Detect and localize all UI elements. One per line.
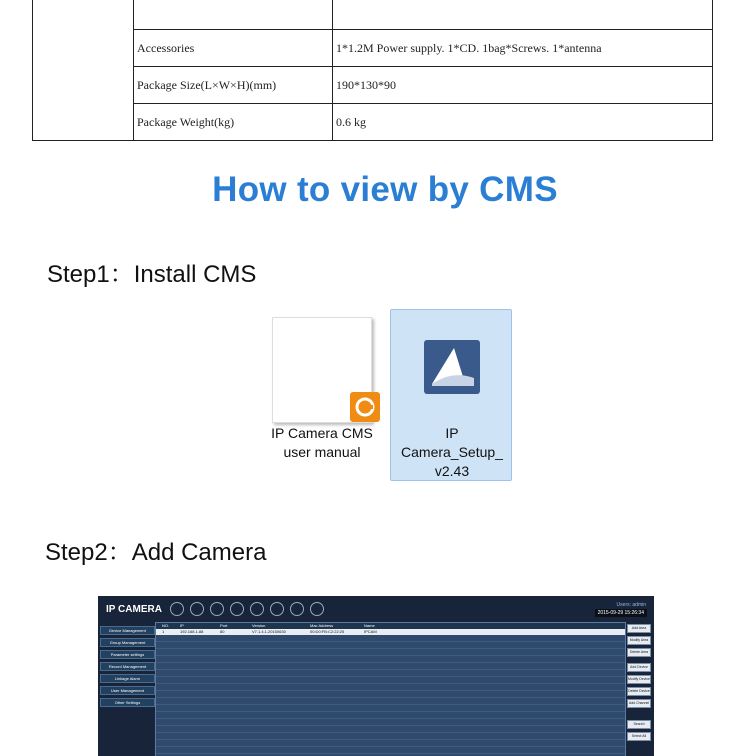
file-label-line: user manual bbox=[283, 444, 361, 460]
spec-label: Package Size(L×W×H)(mm) bbox=[134, 67, 333, 104]
file-label-line: IP Camera CMS bbox=[271, 425, 373, 441]
cms-screenshot bbox=[98, 596, 654, 756]
toolbar-icon[interactable] bbox=[210, 602, 224, 616]
column-header: NO. bbox=[162, 623, 170, 628]
spec-table bbox=[32, 0, 713, 141]
file-label-line: Camera_Setup_ bbox=[401, 444, 503, 460]
table-empty-rows bbox=[156, 635, 625, 756]
column-header: Mac Address bbox=[310, 623, 334, 628]
cms-side-menu bbox=[100, 624, 155, 710]
table-cell: 00:D0:FB:C2:22:25 bbox=[310, 629, 345, 634]
cms-action-buttons bbox=[627, 624, 651, 744]
spec-value: 1*1.2M Power supply. 1*CD. 1bag*Screws. 1*antenna bbox=[333, 30, 713, 67]
file-label bbox=[262, 424, 382, 462]
cms-setup-file[interactable] bbox=[390, 309, 512, 481]
menu-item[interactable]: Parameter settings bbox=[100, 650, 155, 659]
select-all-button[interactable]: Select All bbox=[627, 732, 651, 741]
menu-item[interactable]: Device Management bbox=[100, 626, 155, 635]
spec-value: 190*130*90 bbox=[333, 67, 713, 104]
spec-label bbox=[134, 0, 333, 30]
section-title: How to view by CMS bbox=[212, 170, 558, 209]
column-header: IP bbox=[180, 623, 184, 628]
toolbar-icon[interactable] bbox=[270, 602, 284, 616]
toolbar-icon[interactable] bbox=[170, 602, 184, 616]
spec-value bbox=[333, 0, 713, 30]
menu-item[interactable]: Group Management bbox=[100, 638, 155, 647]
menu-item[interactable]: User Management bbox=[100, 686, 155, 695]
spec-label: Accessories bbox=[134, 30, 333, 67]
search-button[interactable]: Search bbox=[627, 720, 651, 729]
table-cell: V7.1.4.1.20150630 bbox=[252, 629, 286, 634]
step1-heading: Step1：Install CMS bbox=[47, 261, 257, 288]
menu-item[interactable]: Linkage Alarm bbox=[100, 674, 155, 683]
cms-user: Users: admin bbox=[616, 602, 646, 608]
file-label-line: v2.43 bbox=[434, 463, 470, 479]
toolbar-icon[interactable] bbox=[310, 602, 324, 616]
table-cell: 192.168.1.88 bbox=[180, 629, 204, 634]
cms-brand: IP CAMERA bbox=[106, 604, 162, 615]
modify-area-button[interactable]: Modify Area bbox=[627, 636, 651, 645]
toolbar-icon[interactable] bbox=[190, 602, 204, 616]
toolbar-icon[interactable] bbox=[290, 602, 304, 616]
delete-area-button[interactable]: Delete Area bbox=[627, 648, 651, 657]
table-cell: 1 bbox=[162, 629, 165, 634]
step2-heading: Step2：Add Camera bbox=[45, 539, 267, 566]
table-row bbox=[33, 67, 713, 104]
spec-value: 0.6 kg bbox=[333, 104, 713, 141]
cms-clock: 2015-09-29 15:26:34 bbox=[595, 609, 647, 617]
spec-label: Package Weight(kg) bbox=[134, 104, 333, 141]
toolbar-icon[interactable] bbox=[250, 602, 264, 616]
column-header: Port bbox=[220, 623, 228, 628]
file-label-line: IP bbox=[445, 425, 459, 441]
column-header: Version bbox=[252, 623, 266, 628]
device-table bbox=[155, 622, 626, 756]
table-cell: 80 bbox=[220, 629, 225, 634]
menu-item[interactable]: Other Settings bbox=[100, 698, 155, 707]
installer-icon bbox=[424, 340, 480, 394]
cms-toolbar bbox=[170, 602, 330, 618]
file-label bbox=[391, 424, 513, 481]
delete-device-button[interactable]: Delete Device bbox=[627, 687, 651, 696]
spec-table-blank-cell bbox=[33, 0, 134, 141]
toolbar-icon[interactable] bbox=[230, 602, 244, 616]
column-header: Name bbox=[364, 623, 375, 628]
add-channel-button[interactable]: Add Channel bbox=[627, 699, 651, 708]
table-cell: IPCAM bbox=[364, 629, 377, 634]
add-area-button[interactable]: Add Area bbox=[627, 624, 651, 633]
table-row bbox=[33, 30, 713, 67]
modify-device-button[interactable]: Modify Device bbox=[627, 675, 651, 684]
table-row bbox=[33, 104, 713, 141]
pdf-badge-icon bbox=[350, 392, 380, 422]
add-device-button[interactable]: Add Device bbox=[627, 663, 651, 672]
table-row bbox=[33, 0, 713, 30]
menu-item[interactable]: Record Management bbox=[100, 662, 155, 671]
